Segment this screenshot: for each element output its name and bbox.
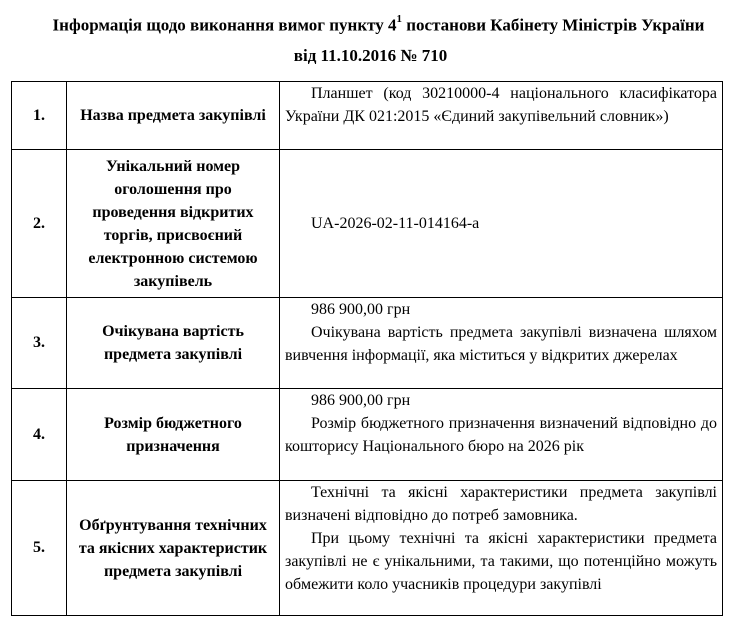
table-row [12, 389, 723, 481]
title-end-text: постанови Кабінету Міністрів України [402, 15, 705, 35]
value-amount: 986 900,00 грн [311, 392, 411, 409]
row-number: 4. [12, 389, 67, 481]
row-number: 5. [12, 481, 67, 616]
title-main-text: Інформація щодо виконання вимог пункту 4 [52, 15, 397, 35]
row-label: Унікальний номер оголошення про проведення відкритих торгів, присвоєний електронною системою закупівель [67, 150, 280, 298]
row-label: Розмір бюджетного призначення [67, 389, 280, 481]
row-value [280, 298, 723, 389]
value-paragraph: Технічні та якісні характеристики предмета закупівлі визначені відповідно до потреб замовника. [285, 484, 717, 524]
value-amount: 986 900,00 грн [311, 301, 411, 318]
value-paragraph: При цьому технічні та якісні характеристики предмета закупівлі не є унікальними, та такими, що потенційно можуть обмежити коло учасників процедури закупівлі [285, 530, 717, 593]
title-superscript: 1 [396, 13, 402, 25]
value-paragraph: Планшет (код 30210000-4 національного класифікатора України ДК 021:2015 «Єдиний закупівельний словник») [285, 85, 717, 125]
value-paragraph: Очікувана вартість предмета закупівлі визначена шляхом вивчення інформації, яка міститься у відкритих джерелах [285, 324, 717, 364]
document-title-line2: від 11.10.2016 № 710 [293, 46, 448, 65]
row-label: Очікувана вартість предмета закупівлі [67, 298, 280, 389]
row-number: 2. [12, 150, 67, 298]
row-value [280, 150, 723, 298]
row-value [280, 82, 723, 150]
row-number: 1. [12, 82, 67, 150]
table-row [12, 481, 723, 616]
requirements-table [11, 81, 723, 616]
value-paragraph: UA-2026-02-11-014164-a [311, 215, 480, 232]
value-paragraph: Розмір бюджетного призначення визначений відповідно до кошторису Національного бюро на 2026 рік [285, 415, 717, 455]
table-row [12, 82, 723, 150]
table-row [12, 298, 723, 389]
row-number: 3. [12, 298, 67, 389]
row-label: Обґрунтування технічних та якісних характеристик предмета закупівлі [67, 481, 280, 616]
row-value [280, 389, 723, 481]
table-row [12, 150, 723, 298]
document-title-line1 [8, 11, 741, 36]
row-label: Назва предмета закупівлі [67, 82, 280, 150]
row-value [280, 481, 723, 616]
